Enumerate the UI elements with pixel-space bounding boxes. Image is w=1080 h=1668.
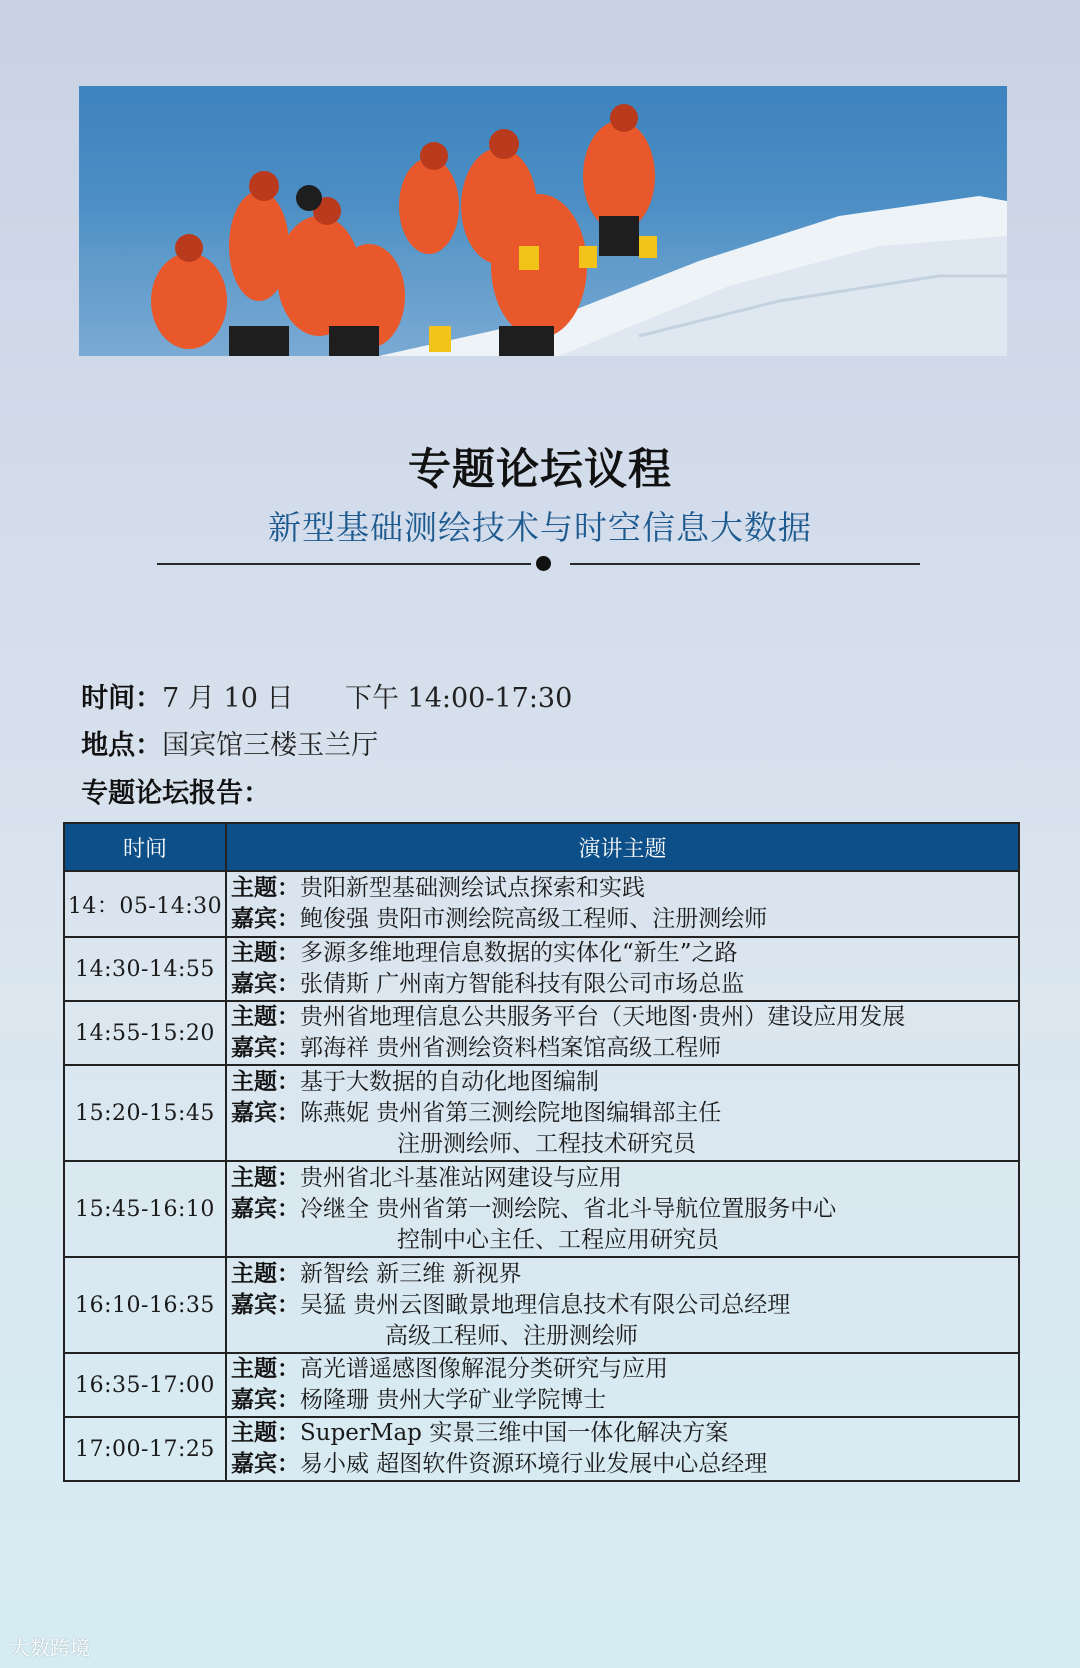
line-key: 主题： <box>231 1164 300 1191</box>
line-text: 吴猛 贵州云图瞰景地理信息技术有限公司总经理 <box>300 1291 791 1318</box>
agenda-table <box>63 822 1020 1482</box>
line-text: 郭海祥 贵州省测绘资料档案馆高级工程师 <box>300 1035 722 1061</box>
session-line <box>231 1225 1018 1256</box>
table-row <box>64 1161 1019 1257</box>
line-text: 贵州省地理信息公共服务平台（天地图·贵州）建设应用发展 <box>300 1004 906 1030</box>
line-key: 主题： <box>231 875 300 901</box>
line-key: 主题： <box>231 1356 300 1382</box>
climbers-illustration <box>79 86 1007 356</box>
line-key: 主题： <box>231 1004 300 1030</box>
column-header-time: 时间 <box>64 823 226 871</box>
page-title: 专题论坛议程 <box>408 445 672 495</box>
table-row <box>64 1001 1019 1065</box>
table-row <box>64 1065 1019 1161</box>
session-details <box>226 1417 1019 1481</box>
session-line <box>231 1033 1018 1064</box>
session-line <box>231 1449 1018 1480</box>
session-details <box>226 937 1019 1001</box>
session-time: 15:20-15:45 <box>64 1065 226 1161</box>
line-text: 贵阳新型基础测绘试点探索和实践 <box>300 875 645 901</box>
line-text: 控制中心主任、工程应用研究员 <box>397 1226 719 1253</box>
session-details <box>226 871 1019 937</box>
session-line <box>231 1067 1018 1098</box>
line-text: 新智绘 新三维 新视界 <box>300 1260 522 1287</box>
session-details <box>226 1257 1019 1353</box>
line-key: 嘉宾： <box>231 1195 300 1222</box>
line-key: 嘉宾： <box>231 1387 300 1413</box>
session-time: 16:10-16:35 <box>64 1257 226 1353</box>
line-text: 高级工程师、注册测绘师 <box>385 1322 638 1349</box>
time-label: 时间： <box>81 683 163 714</box>
session-line <box>231 1354 1018 1385</box>
session-line <box>231 1163 1018 1194</box>
session-line <box>231 938 1018 969</box>
divider-dot <box>536 556 551 571</box>
line-text: 注册测绘师、工程技术研究员 <box>397 1130 696 1157</box>
time-value: 7 月 10 日 下午 14:00-17:30 <box>162 683 573 714</box>
session-line <box>231 1321 1018 1352</box>
line-key: 主题： <box>231 1068 300 1095</box>
line-key: 嘉宾： <box>231 906 300 932</box>
line-key: 嘉宾： <box>231 1099 300 1126</box>
line-text: 张倩斯 广州南方智能科技有限公司市场总监 <box>300 971 745 997</box>
line-key: 主题： <box>231 1260 300 1287</box>
line-text: SuperMap 实景三维中国一体化解决方案 <box>300 1420 729 1446</box>
session-time: 16:35-17:00 <box>64 1353 226 1417</box>
session-line <box>231 1129 1018 1160</box>
line-key: 嘉宾： <box>231 1451 300 1477</box>
divider-line-right <box>570 563 920 565</box>
session-time: 14:30-14:55 <box>64 937 226 1001</box>
session-details <box>226 1001 1019 1065</box>
session-line <box>231 873 1018 904</box>
session-line <box>231 1385 1018 1416</box>
line-key: 主题： <box>231 1420 300 1446</box>
line-text: 鲍俊强 贵阳市测绘院高级工程师、注册测绘师 <box>300 906 768 932</box>
line-text: 多源多维地理信息数据的实体化“新生”之路 <box>300 940 738 966</box>
page-subtitle: 新型基础测绘技术与时空信息大数据 <box>268 508 812 547</box>
line-text: 杨隆珊 贵州大学矿业学院博士 <box>300 1387 607 1413</box>
session-line <box>231 1002 1018 1033</box>
table-row <box>64 871 1019 937</box>
line-text: 易小威 超图软件资源环境行业发展中心总经理 <box>300 1451 768 1477</box>
session-time: 14:55-15:20 <box>64 1001 226 1065</box>
place-label: 地点： <box>81 730 163 761</box>
column-header-topic: 演讲主题 <box>226 823 1019 871</box>
info-reports <box>64 740 270 810</box>
table-row <box>64 937 1019 1001</box>
session-line <box>231 1259 1018 1290</box>
session-details <box>226 1065 1019 1161</box>
line-key: 主题： <box>231 940 300 966</box>
session-time: 14：05-14:30 <box>64 871 226 937</box>
line-key: 嘉宾： <box>231 1291 300 1318</box>
session-line <box>231 1194 1018 1225</box>
line-text: 高光谱遥感图像解混分类研究与应用 <box>300 1356 668 1382</box>
table-row <box>64 1257 1019 1353</box>
line-key: 嘉宾： <box>231 1035 300 1061</box>
line-key: 嘉宾： <box>231 971 300 997</box>
line-text: 冷继全 贵州省第一测绘院、省北斗导航位置服务中心 <box>300 1195 837 1222</box>
session-details <box>226 1161 1019 1257</box>
session-time: 15:45-16:10 <box>64 1161 226 1257</box>
table-row <box>64 1353 1019 1417</box>
place-value: 国宾馆三楼玉兰厅 <box>162 730 379 761</box>
session-details <box>226 1353 1019 1417</box>
divider-line-left <box>157 563 531 565</box>
table-row <box>64 1417 1019 1481</box>
session-line <box>231 1098 1018 1129</box>
session-line <box>231 969 1018 1000</box>
line-text: 贵州省北斗基准站网建设与应用 <box>300 1164 622 1191</box>
table-header-row <box>64 823 1019 871</box>
reports-label: 专题论坛报告： <box>81 778 271 809</box>
watermark-logo: 大数跨境 <box>10 1636 90 1660</box>
session-time: 17:00-17:25 <box>64 1417 226 1481</box>
line-text: 基于大数据的自动化地图编制 <box>300 1068 599 1095</box>
session-line <box>231 1290 1018 1321</box>
line-text: 陈燕妮 贵州省第三测绘院地图编辑部主任 <box>300 1099 722 1126</box>
session-line <box>231 904 1018 935</box>
session-line <box>231 1418 1018 1449</box>
hero-image <box>79 86 1007 356</box>
